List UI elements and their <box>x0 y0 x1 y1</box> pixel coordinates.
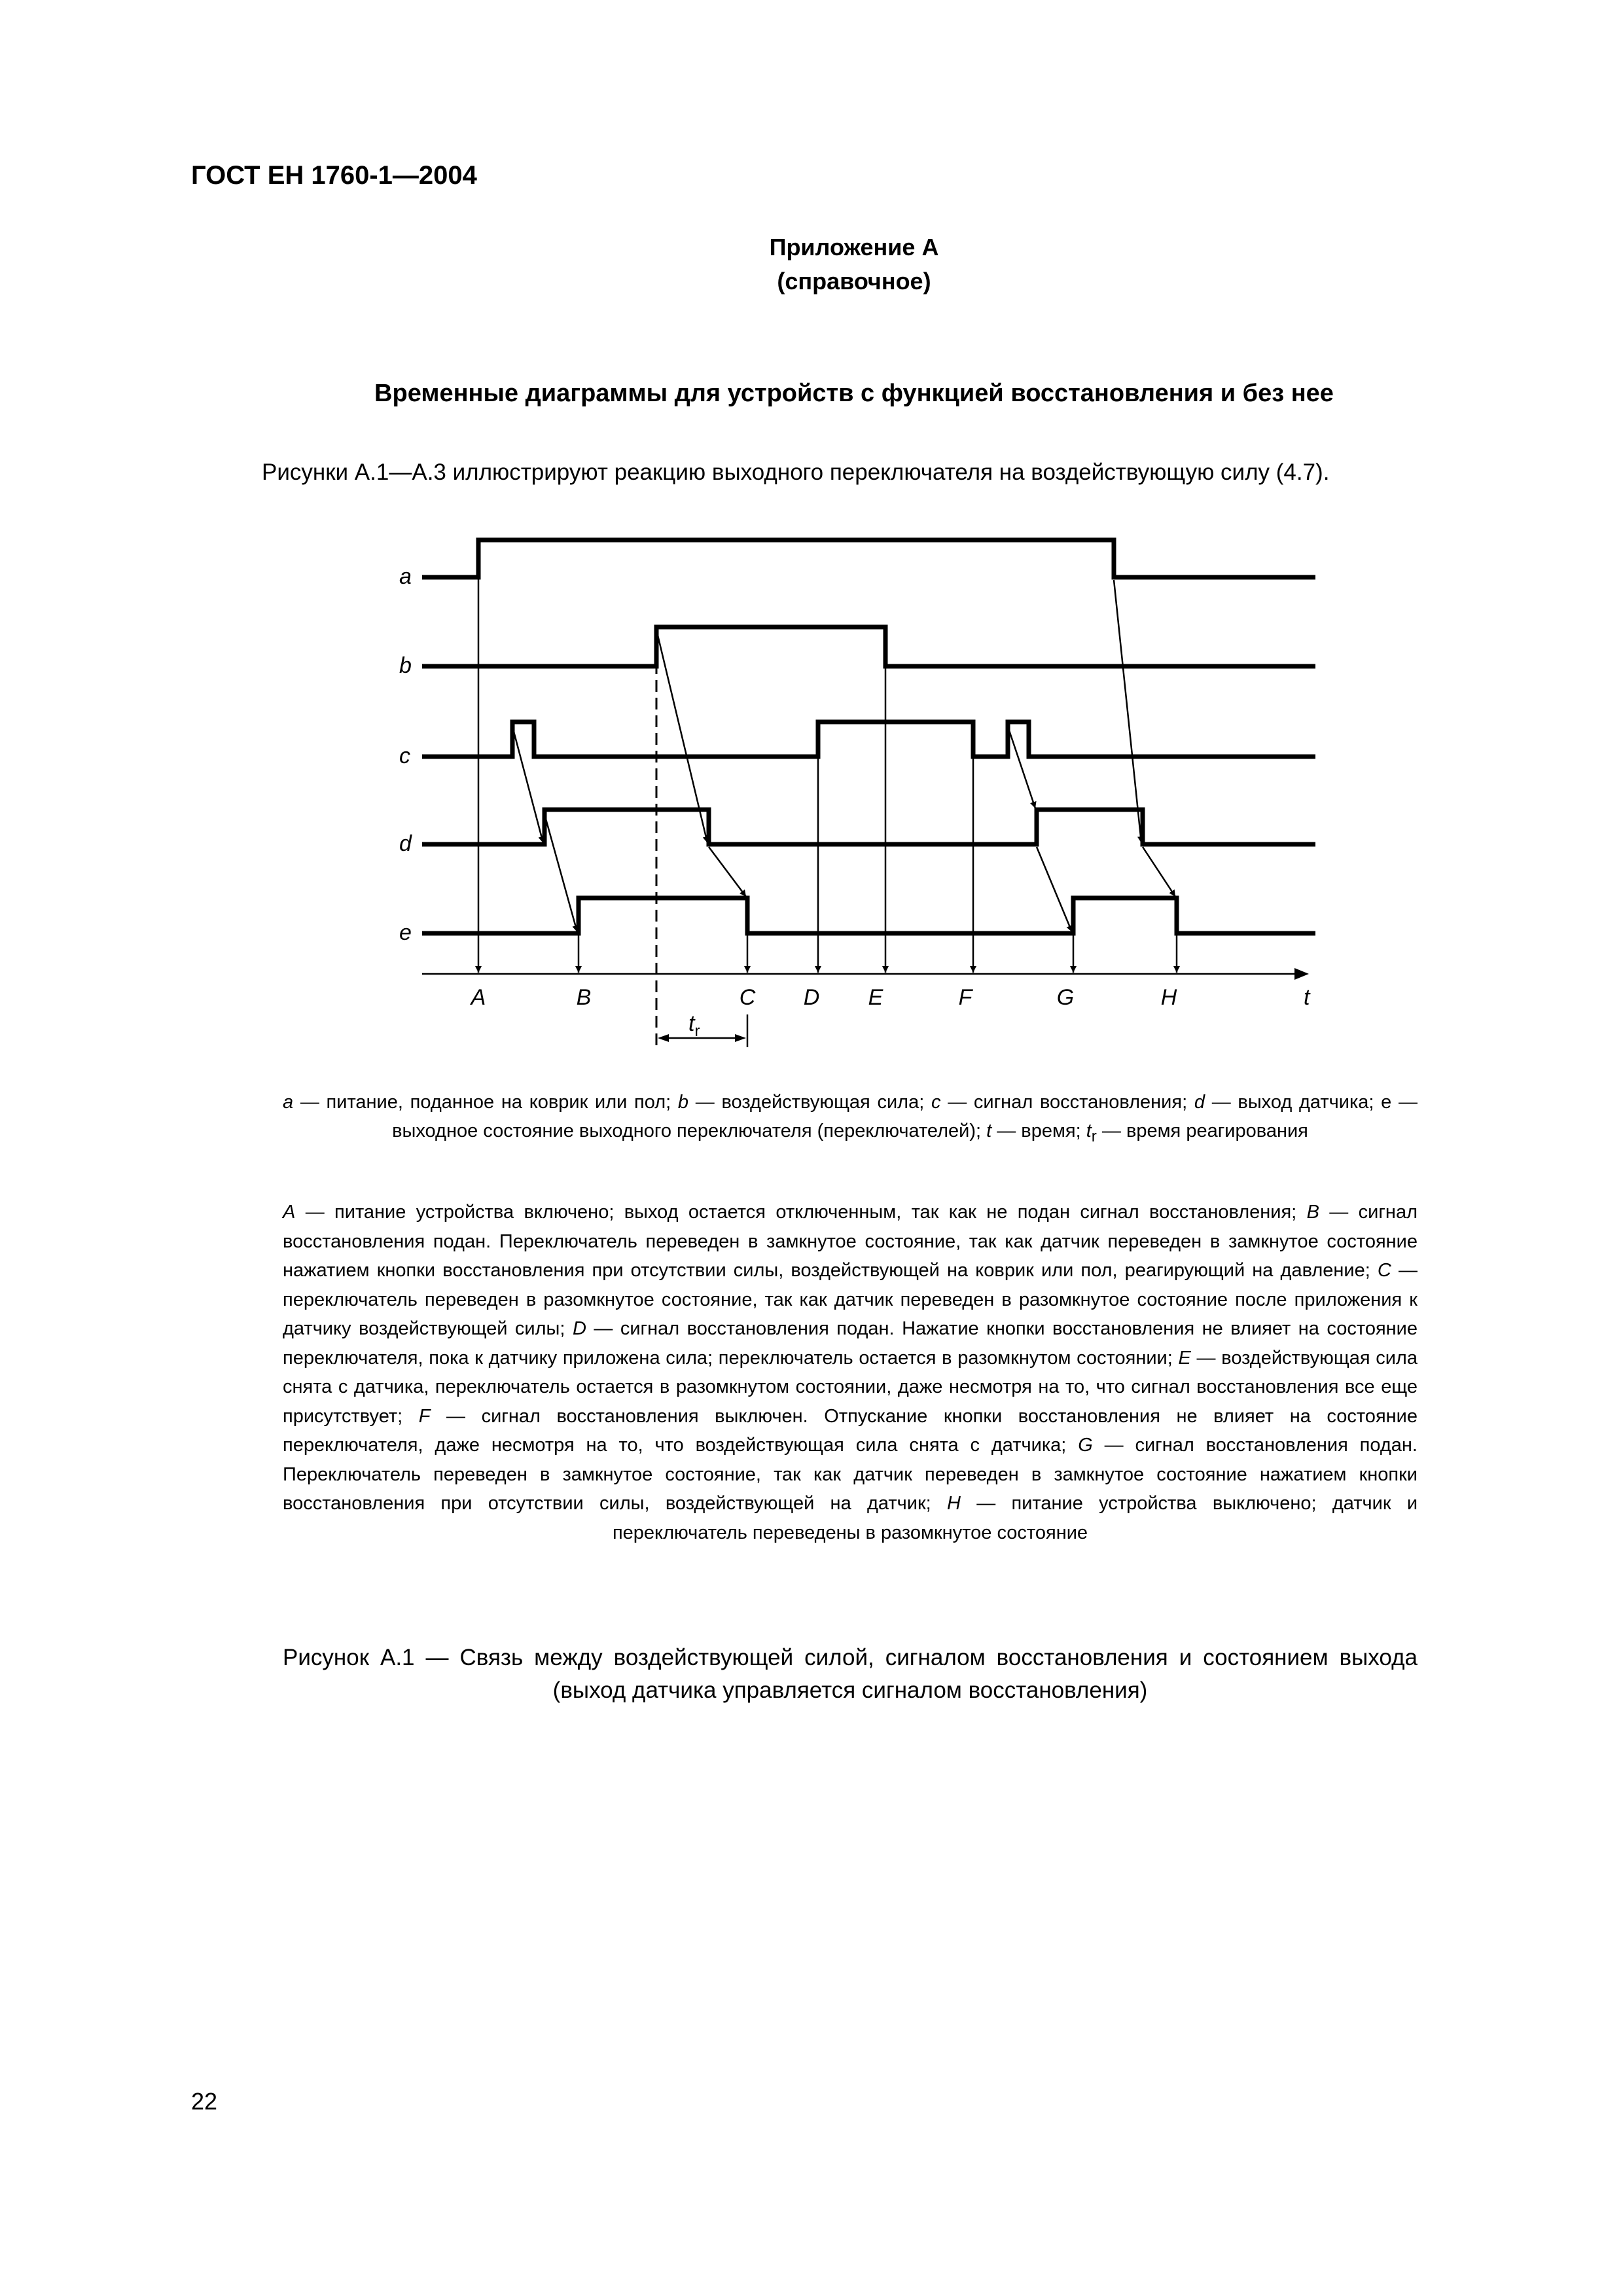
causal-arrow-d-to-e-1 <box>544 814 577 932</box>
response-time-label: $t_r$ <box>688 1011 700 1040</box>
event-label-f: F <box>958 985 972 1010</box>
signal-line-e <box>422 898 1315 933</box>
event-label-e: E <box>868 985 883 1010</box>
annex-heading <box>0 230 1623 298</box>
time-axis-label: t <box>1304 985 1310 1010</box>
response-time-arrow-left <box>658 1034 669 1042</box>
timing-diagram <box>366 511 1322 1073</box>
causal-arrow-a-to-d <box>1114 580 1141 843</box>
signal-label-a: a <box>399 564 412 589</box>
event-label-h: H <box>1160 985 1177 1010</box>
causal-arrow-c-to-d-2 <box>1008 726 1035 808</box>
causal-arrow-d-to-e-4 <box>1143 847 1175 897</box>
signal-line-b <box>422 627 1315 666</box>
event-label-c: C <box>739 985 756 1010</box>
document-header: ГОСТ ЕН 1760-1—2004 <box>191 161 477 190</box>
causal-arrow-d-to-e-3 <box>1037 847 1072 932</box>
signal-label-e: e <box>399 920 412 945</box>
section-title: Временные диаграммы для устройств с функцией восстановления и без нее <box>374 380 1334 407</box>
signal-line-a <box>422 540 1315 577</box>
annex-kind: (справочное) <box>777 268 931 295</box>
signal-line-d <box>422 810 1315 844</box>
signal-label-b: b <box>399 653 412 678</box>
figure-legend: a — питание, поданное на коврик или пол; b — воздействующая сила; c — сигнал восстановления; d — выход датчика; е — выходное состояние выходного переключателя (переключателей); t — время; $t_r$ — время реагирования <box>283 1092 1418 1145</box>
signal-label-d: d <box>399 831 412 856</box>
event-label-d: D <box>803 985 820 1010</box>
signal-label-c: c <box>399 744 410 768</box>
event-label-g: G <box>1056 985 1075 1010</box>
time-axis-arrowhead <box>1294 968 1309 980</box>
event-explanation: A — питание устройства включено; выход остается отключенным, так как не подан сигнал восстановления; B — сигнал восстановления подан. Переключатель переведен в замкнутое состояние, так как датчик переведен в замкнутое состояние нажатием кнопки восстановления при отсутствии силы, воздействующей на коврик или пол, реагирующий на давление; C — переключатель переведен в разомкнутое состояние, так как датчик переведен в разомкнутое состояние после приложения к датчику воздействующей силы; D — сигнал восстановления подан. Нажатие кнопки восстановления не влияет на состояние переключателя, пока к датчику приложена сила; переключатель остается в разомкнутом состоянии; E — воздействующая сила снята с датчика, переключатель остается в разомкнутом состоянии, даже несмотря на то, что сигнал восстановления все еще присутствует; F — сигнал восстановления выключен. Отпускание кнопки восстановления не влияет на состояние переключателя, даже несмотря на то, что воздействующая сила снята с датчика; G — сигнал восстановления подан. Переключатель переведен в замкнутое состояние, так как датчик переведен в замкнутое состояние нажатием кнопки восстановления при отсутствии силы, воздействующей на датчик; H — питание устройства выключено; датчик и переключатель переведены в разомкнутое состояние <box>283 1202 1418 1543</box>
causal-arrow-c-to-d-1 <box>512 726 543 843</box>
signal-line-c <box>422 722 1315 757</box>
intro-paragraph: Рисунки А.1—А.3 иллюстрируют реакцию выходного переключателя на воздействующую силу (4.7). <box>262 459 1330 485</box>
response-time-arrow-right <box>735 1034 746 1042</box>
event-label-b: B <box>576 985 592 1010</box>
annex-title: Приложение А <box>769 234 939 260</box>
event-label-a: A <box>471 985 486 1010</box>
page-number: 22 <box>191 2088 218 2115</box>
figure-caption: Рисунок А.1 — Связь между воздействующей силой, сигналом восстановления и состоянием выхода (выход датчика управляется сигналом восстановления) <box>283 1645 1418 1703</box>
causal-arrow-d-to-e-2 <box>709 847 746 897</box>
